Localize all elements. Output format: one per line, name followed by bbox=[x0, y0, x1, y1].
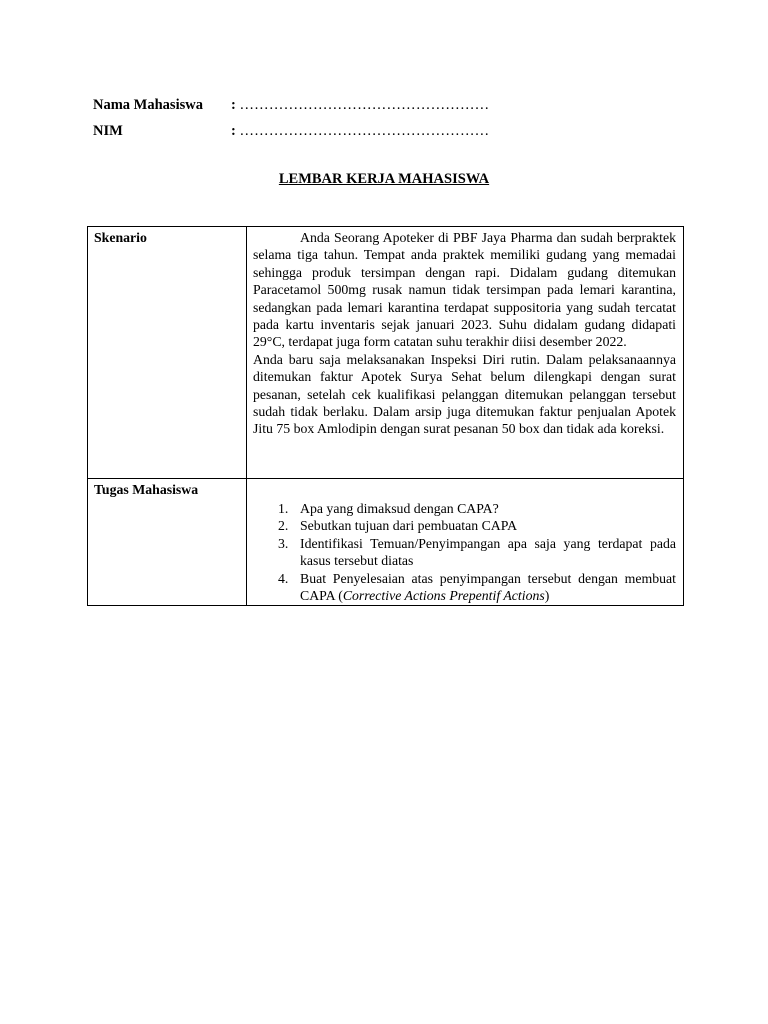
task-item bbox=[253, 570, 676, 605]
task-item bbox=[253, 500, 676, 517]
task-item bbox=[253, 535, 676, 570]
task-number: 4. bbox=[278, 570, 289, 586]
student-name-label: Nama Mahasiswa bbox=[93, 97, 203, 113]
student-id-separator: : bbox=[231, 123, 236, 139]
scenario-paragraph-1: Anda Seorang Apoteker di PBF Jaya Pharma dan sudah berpraktek selama tiga tahun. Tempat anda praktek memiliki gudang yang memadai sehingga produk tersimpan dengan rapi. Didalam gudang ditemukan Paracetamol 500mg rusak namun tidak tersimpan pada lemari karantina, sedangkan pada lemari karantina terdapat suppositoria yang sudah tercatat pada kartu inventaris sejak januari 2023. Suhu didalam gudang didapati 29°C, terdapat juga form catatan suhu terakhir diisi desember 2022. bbox=[253, 230, 676, 350]
document-title: LEMBAR KERJA MAHASISWA bbox=[278, 171, 490, 187]
task-text: Sebutkan tujuan dari pembuatan CAPA bbox=[300, 518, 518, 534]
student-id-blank: …………………………………………… bbox=[239, 123, 490, 139]
task-item bbox=[253, 517, 676, 534]
scenario-paragraph-2: Anda baru saja melaksanakan Inspeksi Diri rutin. Dalam pelaksanaannya ditemukan faktur Apotek Surya Sehat belum dilengkapi dengan surat pesanan, setelah cek kualifikasi pelanggan ditemukan pelanggan tersebut sudah tidak berlaku. Dalam arsip juga ditemukan faktur penjualan Apotek Jitu 75 box Amlodipin dengan surat pesanan 50 box dan tidak ada koreksi. bbox=[253, 351, 676, 437]
task-italic-term: Corrective Actions Prepentif Actions bbox=[342, 588, 545, 604]
task-text: Apa yang dimaksud dengan CAPA? bbox=[300, 501, 499, 516]
student-id-field bbox=[93, 122, 489, 140]
tasks-row bbox=[88, 479, 684, 606]
task-number: 2. bbox=[278, 518, 289, 534]
task-list bbox=[253, 500, 676, 604]
scenario-row bbox=[88, 227, 684, 479]
student-name-field bbox=[93, 96, 489, 114]
scenario-content bbox=[247, 227, 684, 479]
student-name-blank: …………………………………………… bbox=[239, 97, 490, 113]
task-text: Buat Penyelesaian atas penyimpangan tersebut dengan membuat CAPA ( bbox=[300, 570, 676, 604]
task-number: 3. bbox=[278, 535, 289, 551]
tasks-label: Tugas Mahasiswa bbox=[88, 479, 247, 606]
student-name-separator: : bbox=[231, 97, 236, 113]
task-suffix: ) bbox=[544, 588, 550, 604]
scenario-label: Skenario bbox=[88, 227, 247, 479]
tasks-content bbox=[247, 479, 684, 606]
task-text: Identifikasi Temuan/Penyimpangan apa saja yang terdapat pada kasus tersebut diatas bbox=[300, 535, 676, 569]
worksheet-table bbox=[87, 226, 684, 606]
student-id-label: NIM bbox=[93, 123, 123, 139]
task-number: 1. bbox=[278, 501, 289, 516]
